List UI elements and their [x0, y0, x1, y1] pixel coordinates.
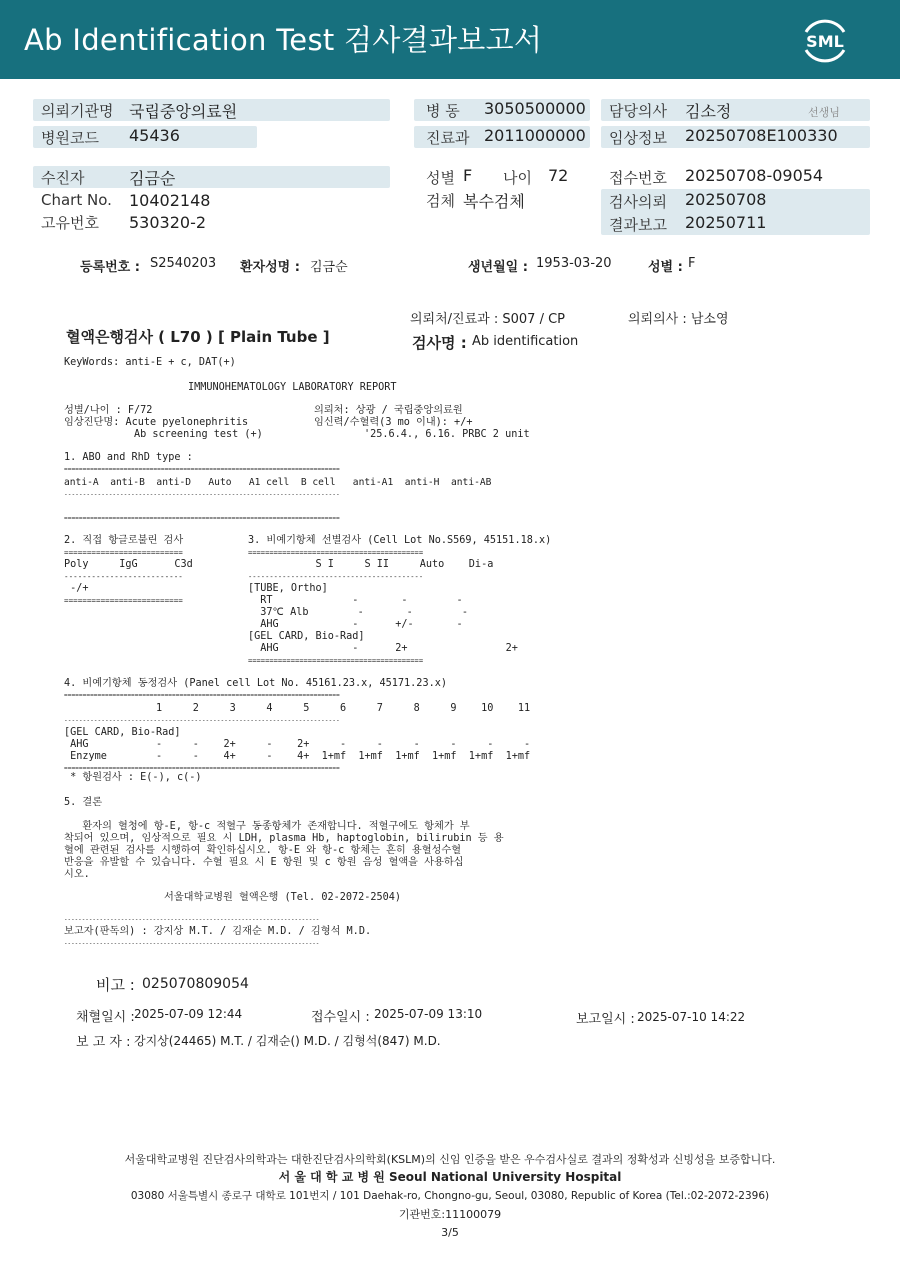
- keywords: KeyWords: anti-E + c, DAT(+): [64, 357, 236, 368]
- test-title: 혈액은행검사 ( L70 ) [ Plain Tube ]: [66, 328, 330, 346]
- dash-line: ------------------------------------------------------------------------: [64, 917, 320, 923]
- clinical-label: 임상정보: [609, 129, 667, 147]
- note-value: 025070809054: [142, 976, 249, 992]
- report-value: 2025-07-10 14:22: [637, 1010, 746, 1024]
- ward-label: 병 동: [426, 102, 460, 120]
- sec3-row: AHG - +/- -: [248, 619, 463, 630]
- request-label: 검사의뢰: [609, 193, 667, 211]
- sec4-row: Enzyme - - 4+ - 4+ 1+mf 1+mf 1+mf 1+mf 1+mf 1+mf: [64, 751, 531, 762]
- dept-label: 진료과: [426, 129, 470, 147]
- dept-value: 2011000000: [484, 126, 586, 145]
- sec1-dash: --------------------------------------------------------------------------: [64, 491, 340, 498]
- sec3-row: RT - - -: [248, 595, 463, 606]
- request-value: 20250708: [685, 190, 767, 209]
- name-value: 김금순: [310, 260, 348, 275]
- hospital-name: 서 울 대 학 교 병 원 Seoul National University Hospital: [278, 1170, 622, 1184]
- sex-label: 성별: [426, 169, 455, 187]
- req-place: 의뢰처: 상광 / 국립중앙의료원: [314, 405, 463, 416]
- cert-text: 서울대학교병원 진단검사의학과는 대한진단검사의학회(KSLM)의 신임 인증을 받은 우수검사실로 결과의 정확성과 신빙성을 보증합니다.: [124, 1153, 776, 1166]
- sec2-eq: ==========================: [64, 548, 183, 557]
- preg-1: 임신력/수혈력(3 mo 이내): +/+: [314, 417, 473, 428]
- blood-bank: 서울대학교병원 혈액은행 (Tel. 02-2072-2504): [164, 892, 402, 903]
- report-value: 20250711: [685, 213, 767, 232]
- sec3-row: 37℃ Alb - - -: [248, 607, 468, 618]
- patient-label: 수진자: [41, 169, 85, 187]
- patient-row: [33, 166, 390, 188]
- org-number: 기관번호:11100079: [398, 1208, 502, 1221]
- collect-value: 2025-07-09 12:44: [134, 1007, 243, 1021]
- sec4-title: 4. 비예기항체 동정검사 (Panel cell Lot No. 45161.23.x, 45171.23.x): [64, 678, 447, 689]
- conclusion-line: 시오.: [64, 869, 90, 880]
- sex-value: F: [463, 166, 473, 185]
- sec4-dash: --------------------------------------------------------------------------: [64, 717, 340, 724]
- sex-age: 성별/나이 : F/72: [64, 405, 153, 416]
- sec3-row: [TUBE, Ortho]: [248, 583, 328, 594]
- dob-label: 생년월일 :: [468, 260, 528, 275]
- sec3-row: AHG - 2+ 2+: [248, 643, 518, 654]
- note-label: 비고 :: [96, 976, 135, 994]
- patient-value: 김금순: [129, 169, 176, 188]
- page-number: 3/5: [441, 1226, 459, 1239]
- sec3-row: [GEL CARD, Bio-Rad]: [248, 631, 365, 642]
- receive-label: 접수일시 :: [311, 1010, 370, 1025]
- sec3-dash: -----------------------------------------: [248, 572, 424, 581]
- doctor-value: 김소정: [685, 102, 732, 121]
- doctor-label: 담당의사: [609, 102, 667, 120]
- page-title: Ab Identification Test 검사결과보고서: [24, 23, 543, 57]
- specimen-label: 검체: [426, 192, 455, 210]
- doctor-suffix: 선생님: [808, 106, 840, 119]
- reg-label: 등록번호 :: [80, 260, 140, 275]
- hosp-code-label: 병원코드: [41, 129, 99, 147]
- ward-value: 3050500000: [484, 99, 586, 118]
- req-org-label: 의뢰기관명: [41, 102, 114, 120]
- sec5-title: 5. 결론: [64, 797, 103, 808]
- age-value: 72: [548, 166, 569, 185]
- sec2-val: -/+: [64, 583, 89, 594]
- req-dept: 의뢰처/진료과 : S007 / CP: [410, 312, 565, 327]
- name-label: 환자성명 :: [240, 260, 300, 275]
- conclusion-line: 환자의 혈청에 항-E, 항-c 적혈구 동종항체가 존재합니다. 적혈구에도 항체가 부: [64, 821, 470, 832]
- report-label: 결과보고: [609, 216, 667, 234]
- psex-label: 성별 :: [648, 260, 683, 275]
- chart-label: Chart No.: [41, 191, 112, 209]
- req-org-value: 국립중앙의료원: [129, 102, 238, 121]
- sec4-row: AHG - - 2+ - 2+ - - - - - -: [64, 739, 531, 750]
- sml-logo: [796, 12, 854, 68]
- clinical-value: 20250708E100330: [685, 126, 838, 145]
- conclusion-line: 착되어 있으며, 임상적으로 필요 시 LDH, plasma Hb, haptoglobin, bilirubin 등 용: [64, 833, 504, 844]
- req-doctor: 의뢰의사 : 남소영: [628, 312, 729, 327]
- sec1-title: 1. ABO and RhD type :: [64, 452, 193, 463]
- report-label: 보고일시 :: [576, 1012, 635, 1027]
- conclusion-line: 반응을 유발할 수 있습니다. 수혈 필요 시 E 항원 및 c 항원 음성 혈액을 사용하십: [64, 857, 464, 868]
- uid-value: 530320-2: [129, 213, 207, 232]
- test-name: Ab identification: [472, 334, 579, 349]
- sec3-cols: S I S II Auto Di-a: [248, 559, 494, 570]
- sec1-line: ==========================================================================: [64, 466, 340, 473]
- sec2-cols: Poly IgG C3d: [64, 559, 193, 570]
- hospital-address: 03080 서울특별시 종로구 대학로 101번지 / 101 Daehak-ro, Chongno-gu, Seoul, 03080, Republic of Korea (Tel.:02-2072-2396): [130, 1190, 770, 1202]
- diagnosis-1: 임상진단명: Acute pyelonephritis: [64, 417, 249, 428]
- psex-value: F: [688, 256, 696, 271]
- sec2-title: 2. 직접 항글로불린 검사: [64, 535, 184, 546]
- specimen-value: 복수검체: [463, 192, 525, 211]
- dash-line: ------------------------------------------------------------------------: [64, 941, 320, 947]
- sec2-dash: --------------------------: [64, 572, 183, 581]
- collect-label: 채혈일시 :: [76, 1010, 135, 1025]
- hosp-code-value: 45436: [129, 126, 180, 145]
- uid-label: 고유번호: [41, 214, 99, 232]
- sec3-eq2: =========================================: [248, 656, 424, 665]
- reg-value: S2540203: [150, 256, 217, 271]
- sec4-cols: 1 2 3 4 5 6 7 8 9 10 11: [64, 703, 531, 714]
- diagnosis-2: Ab screening test (+): [134, 429, 263, 440]
- sec4-eq2: ==========================================================================: [64, 765, 340, 772]
- sec1-eq: ==========================================================================: [64, 515, 340, 522]
- test-name-label: 검사명 :: [412, 334, 467, 352]
- reporter-line: 보고자(판독의) : 강지상 M.T. / 김재순 M.D. / 김형석 M.D.: [64, 926, 372, 937]
- receive-value: 2025-07-09 13:10: [374, 1007, 483, 1021]
- preg-2: '25.6.4., 6.16. PRBC 2 unit: [364, 429, 530, 440]
- lab-report-title: IMMUNOHEMATOLOGY LABORATORY REPORT: [188, 382, 397, 393]
- dob-value: 1953-03-20: [536, 256, 612, 271]
- sec4-eq: ==========================================================================: [64, 692, 340, 699]
- sec2-eq2: ==========================: [64, 596, 183, 605]
- chart-value: 10402148: [129, 191, 211, 210]
- receipt-label: 접수번호: [609, 169, 667, 187]
- antigen-test: * 항원검사 : E(-), c(-): [64, 772, 202, 783]
- sec3-eq: =========================================: [248, 548, 424, 557]
- sec1-cols: anti-A anti-B anti-D Auto A1 cell B cell anti-A1 anti-H anti-AB: [64, 477, 492, 488]
- sec4-row: [GEL CARD, Bio-Rad]: [64, 727, 181, 738]
- logo-text: SML: [806, 32, 844, 51]
- age-label: 나이: [503, 169, 532, 187]
- sec3-title: 3. 비예기항체 선별검사 (Cell Lot No.S569, 45151.18.x): [248, 535, 552, 546]
- conclusion-line: 혈에 관련된 검사를 시행하여 확인하십시오. 항-E 와 항-c 항체는 흔히 용혈성수혈: [64, 845, 462, 856]
- reporter-label: 보 고 자 :: [76, 1035, 131, 1050]
- reporter-value: 강지상(24465) M.T. / 김재순() M.D. / 김형석(847) M.D.: [134, 1034, 441, 1048]
- receipt-value: 20250708-09054: [685, 166, 824, 185]
